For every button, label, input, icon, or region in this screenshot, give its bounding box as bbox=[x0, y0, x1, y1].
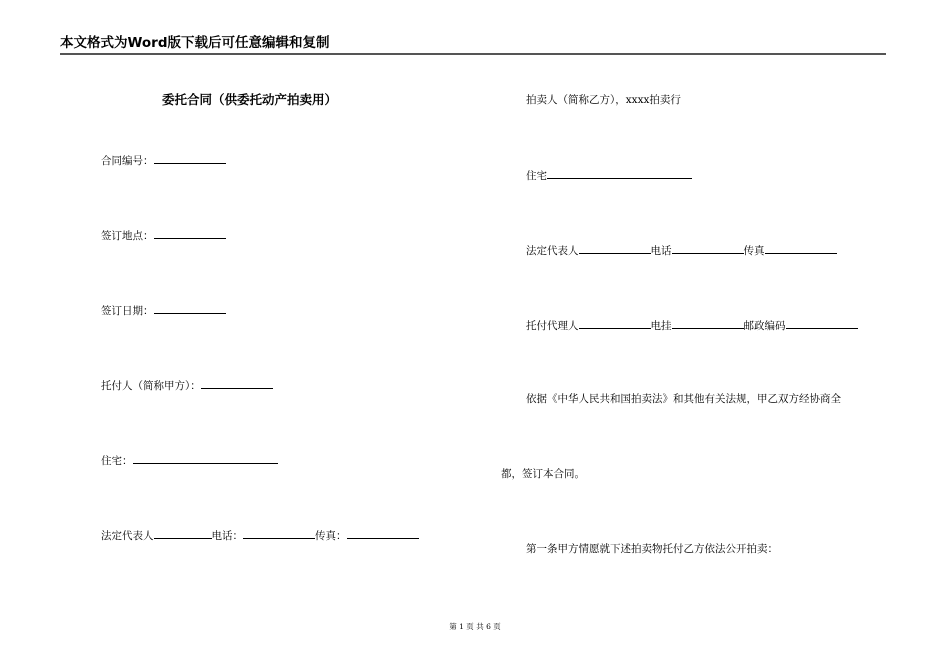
signing-date-label: 签订日期： bbox=[101, 305, 154, 317]
party-a-label: 托付人（简称甲方）： bbox=[101, 380, 201, 392]
page-footer: 第 1 页 共 6 页 bbox=[449, 622, 501, 631]
contract-number-blank[interactable] bbox=[154, 152, 226, 164]
contract-number-line bbox=[101, 152, 226, 169]
legal-basis-line-2: 都，签订本合同。 bbox=[501, 468, 585, 480]
document-title: 委托合同（供委托动产拍卖用） bbox=[162, 92, 338, 107]
party-b-residence-blank[interactable] bbox=[547, 167, 692, 179]
contract-number-label: 合同编号： bbox=[101, 155, 154, 167]
party-a-rep-blank[interactable] bbox=[154, 527, 212, 539]
page-header bbox=[60, 34, 886, 55]
party-b-agent-line bbox=[526, 317, 858, 334]
party-a-fax-label: 传真： bbox=[315, 530, 347, 542]
party-a-residence-line bbox=[101, 452, 278, 469]
signing-place-line bbox=[101, 227, 226, 244]
signing-date-line bbox=[101, 302, 226, 319]
header-text: 本文格式为Word版下载后可任意编辑和复制 bbox=[60, 35, 330, 51]
party-a-residence-blank[interactable] bbox=[133, 452, 278, 464]
party-a-representative-line bbox=[101, 527, 419, 544]
party-b-postcode-blank[interactable] bbox=[786, 317, 858, 329]
party-b-representative-line bbox=[526, 242, 837, 259]
party-a-blank[interactable] bbox=[201, 377, 273, 389]
party-a-fax-blank[interactable] bbox=[347, 527, 419, 539]
party-b-residence-label: 住宅 bbox=[526, 170, 547, 182]
party-b-fax-label: 传真 bbox=[743, 245, 765, 257]
party-b-rep-blank[interactable] bbox=[579, 242, 651, 254]
party-b-phone-label: 电话 bbox=[650, 245, 672, 257]
party-a-residence-label: 住宅： bbox=[101, 455, 133, 467]
party-b-rep-label: 法定代表人 bbox=[526, 245, 579, 257]
party-b-phone2-blank[interactable] bbox=[672, 317, 744, 329]
signing-place-blank[interactable] bbox=[154, 227, 226, 239]
signing-date-blank[interactable] bbox=[154, 302, 226, 314]
article-1-line: 第一条甲方情愿就下述拍卖物托付乙方依法公开拍卖： bbox=[526, 543, 778, 555]
party-b-fax-blank[interactable] bbox=[765, 242, 837, 254]
party-a-rep-label: 法定代表人 bbox=[101, 530, 154, 542]
party-b-agent-blank[interactable] bbox=[579, 317, 651, 329]
party-b-phone2-label: 电挂 bbox=[650, 320, 672, 332]
party-b-phone-blank[interactable] bbox=[672, 242, 744, 254]
party-a-phone-blank[interactable] bbox=[243, 527, 315, 539]
party-a-line bbox=[101, 377, 273, 394]
party-b-postcode-label: 邮政编码 bbox=[743, 320, 786, 332]
legal-basis-line-1: 依据《中华人民共和国拍卖法》和其他有关法规，甲乙双方经协商全 bbox=[526, 393, 841, 405]
party-b-agent-label: 托付代理人 bbox=[526, 320, 579, 332]
party-b-residence-line bbox=[526, 167, 692, 184]
party-b-line: 拍卖人（简称乙方），xxxx拍卖行 bbox=[526, 94, 681, 106]
signing-place-label: 签订地点： bbox=[101, 230, 154, 242]
party-a-phone-label: 电话： bbox=[211, 530, 243, 542]
